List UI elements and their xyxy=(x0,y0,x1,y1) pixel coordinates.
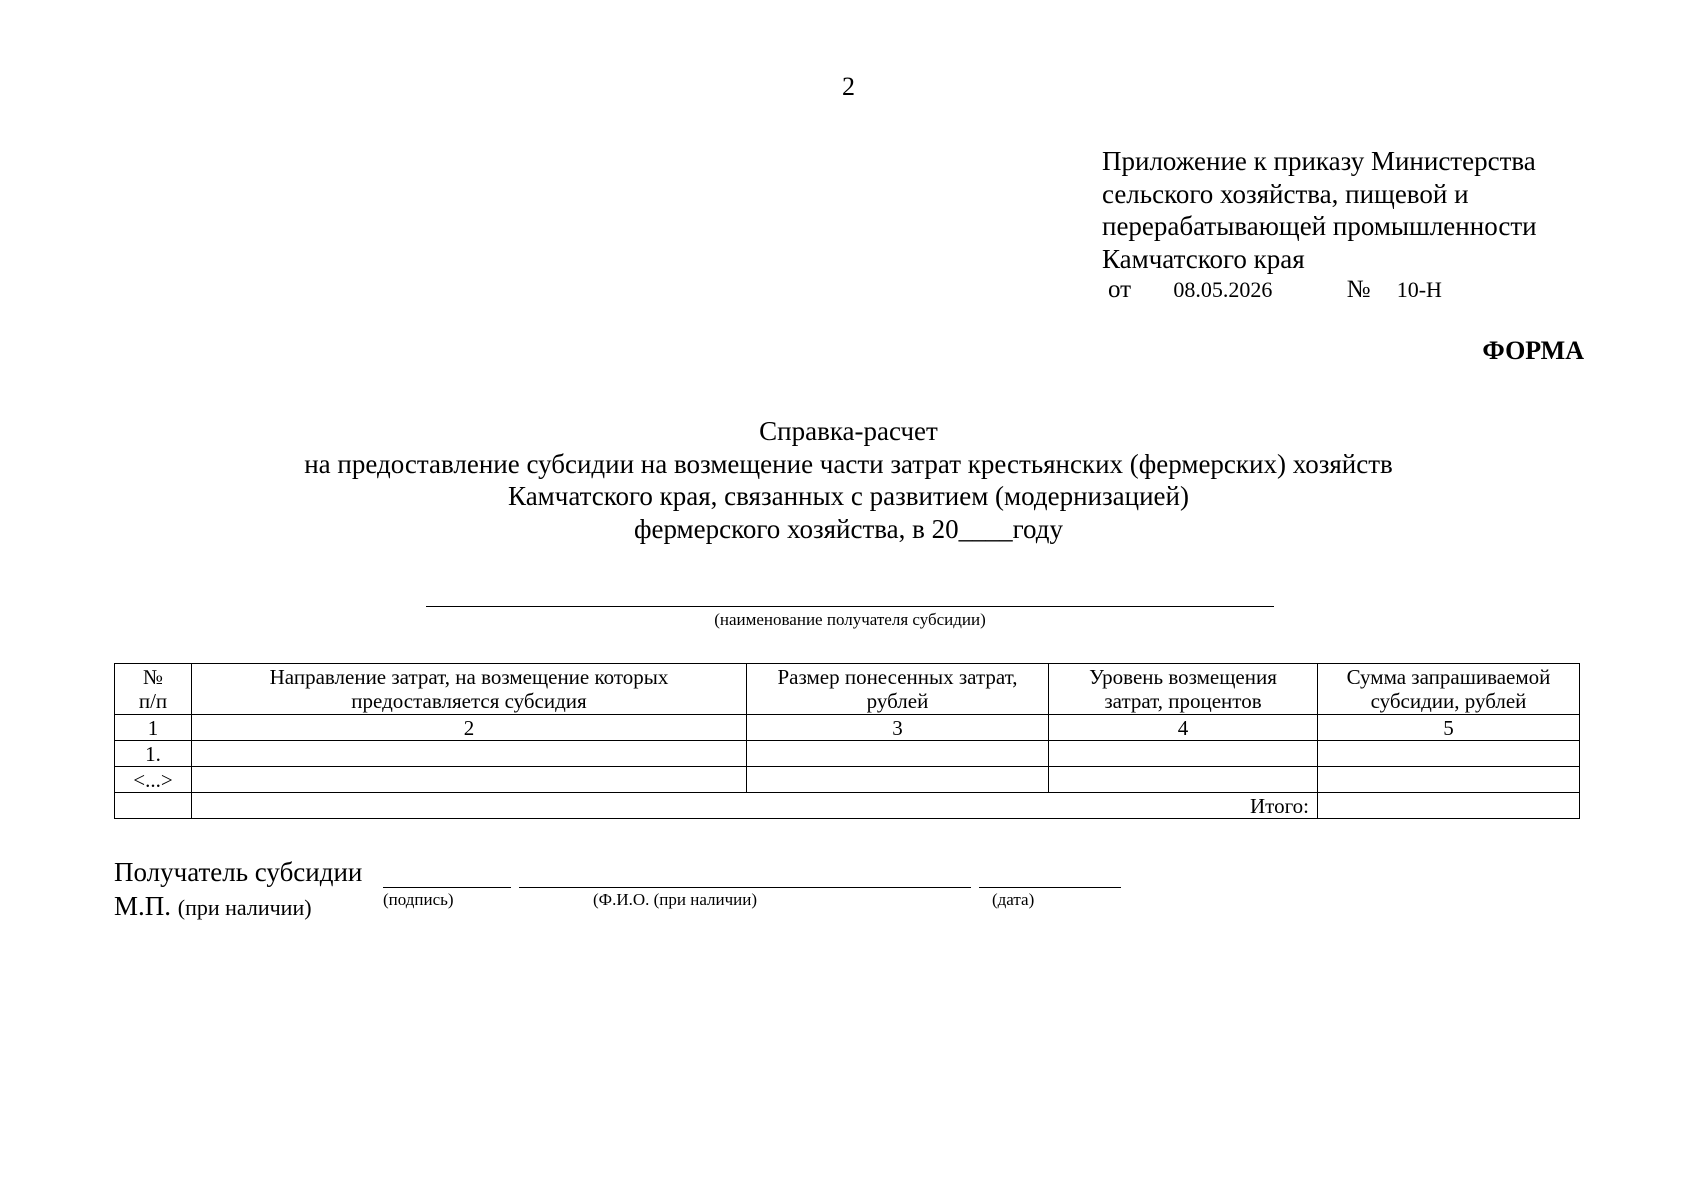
calculation-table xyxy=(114,663,1580,819)
total-value xyxy=(1318,793,1580,819)
table-cell: 1. xyxy=(115,741,192,767)
table-cell xyxy=(1049,767,1318,793)
appendix-header xyxy=(1102,145,1537,275)
column-number: 2 xyxy=(192,715,747,741)
table-header-row xyxy=(115,664,1580,715)
header-cell: Сумма запрашиваемой субсидии, рублей xyxy=(1318,664,1580,715)
header-cell: Направление затрат, на возмещение которых предоставляется субсидия xyxy=(192,664,747,715)
table-cell xyxy=(1318,741,1580,767)
total-label: Итого: xyxy=(192,793,1318,819)
signature-caption: (подпись) xyxy=(383,890,454,909)
table-cell xyxy=(1049,741,1318,767)
name-caption: (Ф.И.О. (при наличии) xyxy=(593,890,758,909)
order-meta xyxy=(1108,276,1442,304)
recipient-name-line xyxy=(426,606,1274,607)
column-number: 3 xyxy=(747,715,1049,741)
title-line: на предоставление субсидии на возмещение части затрат крестьянских (фермерских) хозяйств xyxy=(304,448,1393,479)
table-cell xyxy=(747,767,1049,793)
date-line xyxy=(979,887,1121,888)
order-date: 08.05.2026 xyxy=(1173,277,1273,302)
column-number-row xyxy=(115,715,1580,741)
order-number: 10-Н xyxy=(1396,277,1442,302)
table-cell xyxy=(747,741,1049,767)
table-cell xyxy=(1318,767,1580,793)
header-cell: Размер понесенных затрат, рублей xyxy=(747,664,1049,715)
table-row xyxy=(115,741,1580,767)
stamp-note: (при наличии) xyxy=(177,895,312,920)
column-number: 4 xyxy=(1049,715,1318,741)
from-label: от xyxy=(1108,276,1132,303)
table-cell xyxy=(115,793,192,819)
form-label: ФОРМА xyxy=(1482,336,1584,365)
appendix-line: перерабатывающей промышленности xyxy=(1102,211,1537,241)
table-cell xyxy=(192,767,747,793)
recipient-caption: (наименование получателя субсидии) xyxy=(714,610,986,629)
name-line xyxy=(519,887,971,888)
appendix-line: сельского хозяйства, пищевой и xyxy=(1102,178,1469,209)
table-row xyxy=(115,767,1580,793)
signature-line xyxy=(383,887,511,888)
document-title xyxy=(0,415,1697,545)
column-number: 1 xyxy=(115,715,192,741)
date-caption: (дата) xyxy=(992,890,1035,909)
appendix-line: Камчатского края xyxy=(1102,243,1305,274)
total-row xyxy=(115,793,1580,819)
header-cell: Уровень возмещения затрат, процентов xyxy=(1049,664,1318,715)
signature-label: Получатель субсидии xyxy=(114,857,363,887)
number-label: № xyxy=(1346,276,1371,303)
column-number: 5 xyxy=(1318,715,1580,741)
stamp-label xyxy=(114,891,312,922)
appendix-line: Приложение к приказу Министерства xyxy=(1102,146,1536,176)
table-cell xyxy=(192,741,747,767)
title-line: фермерского хозяйства, в 20____году xyxy=(633,513,1064,544)
title-line: Справка-расчет xyxy=(759,416,938,446)
title-line: Камчатского края, связанных с развитием (модернизацией) xyxy=(508,481,1189,511)
stamp-text: М.П. xyxy=(114,891,172,921)
table-cell: <...> xyxy=(115,767,192,793)
header-cell: № п/п xyxy=(115,664,192,715)
page-number: 2 xyxy=(842,72,855,101)
